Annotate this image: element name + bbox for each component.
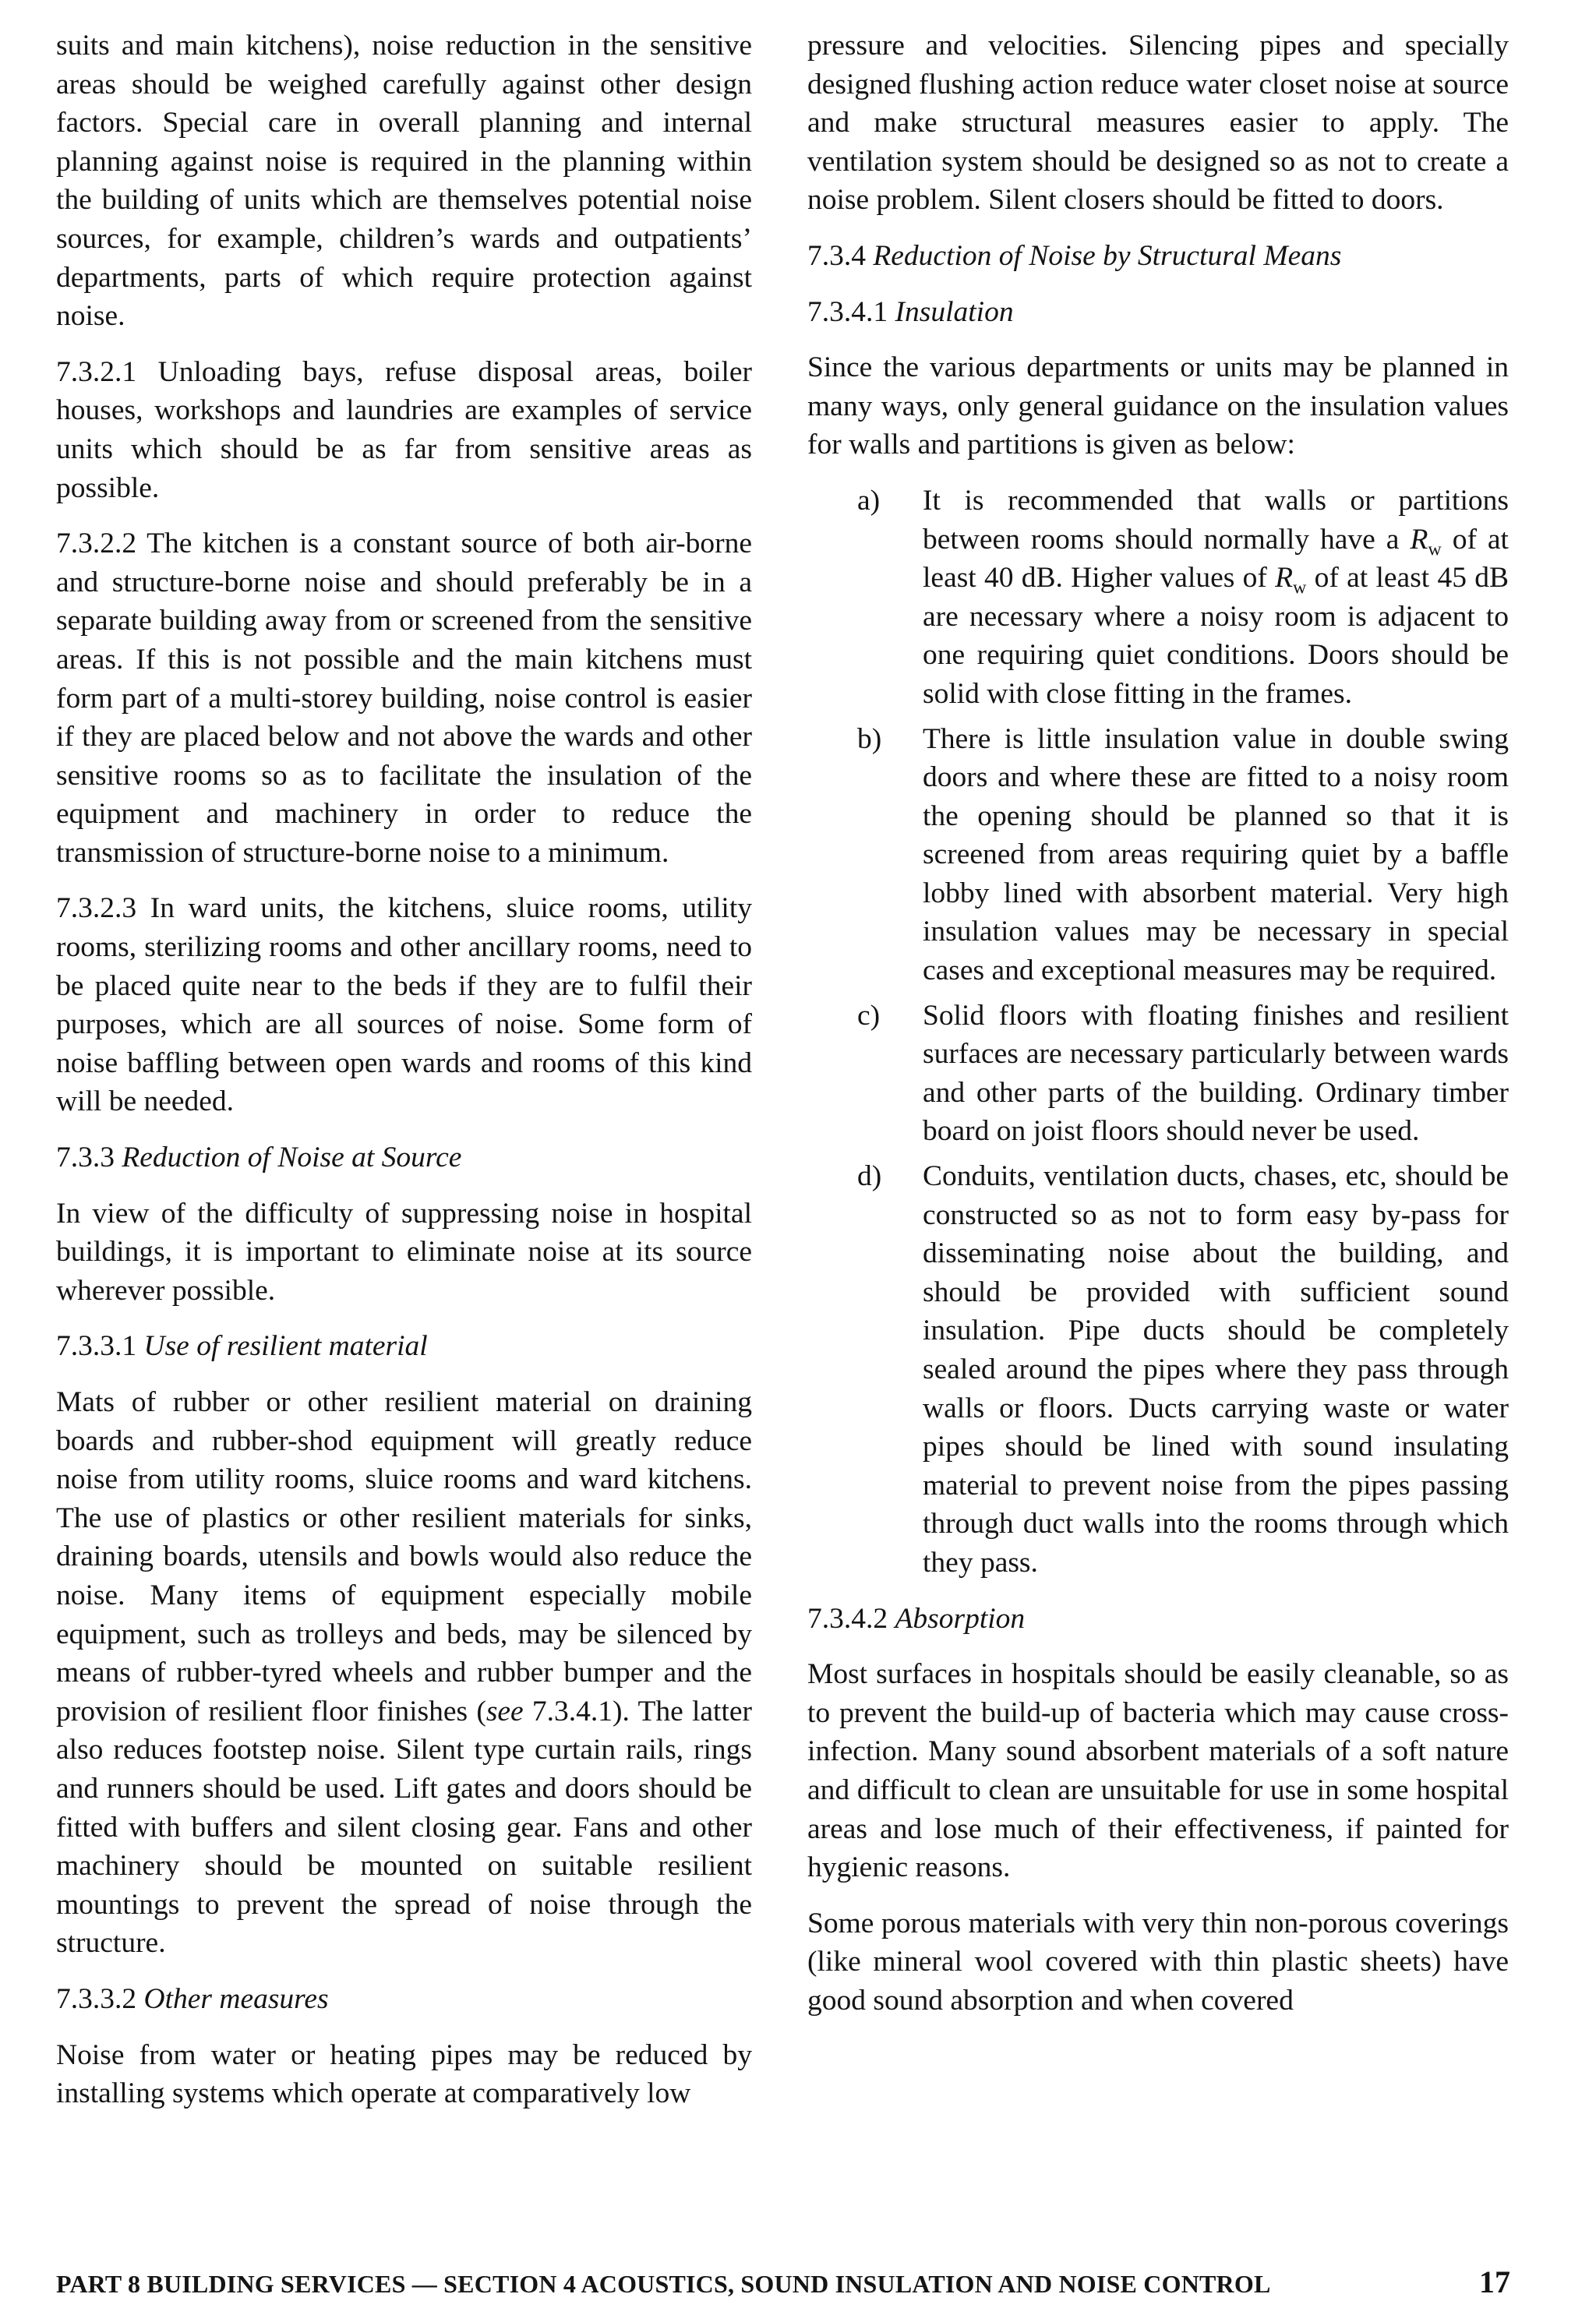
left-column: [56, 26, 752, 2130]
heading-title: Use of resilient material: [143, 1330, 428, 1363]
list-item-text: There is little insulation value in double swing doors and where these are fitted to a noisy room the opening should be planned so that it is screened from areas requiring quiet by a baffle lobby lined with absorbent material. Very high insulation values may be necessary in special cases and exceptional measures may be required.: [923, 722, 1509, 987]
list-item: [807, 482, 1509, 714]
clause-number: 7.3.2.2: [56, 528, 137, 560]
paragraph-porous-materials: Some porous materials with very thin non-porous coverings (like mineral wool covered with thin plastic sheets) have good sound absorption and when covered: [807, 1907, 1509, 2017]
list-item-text: Solid floors with floating finishes and resilient surfaces are necessary particularly between wards and other parts of the building. Ordinary timber board on joist floors should never be used.: [923, 999, 1509, 1148]
clause-7-3-2-2: [56, 524, 752, 872]
heading-title: Absorption: [895, 1602, 1026, 1635]
heading-7-3-3-2: [56, 1980, 752, 2019]
paragraph-7-3-4-1: Since the various departments or units may be planned in many ways, only general guidance on the insulation values for walls and partitions is given as below:: [807, 351, 1509, 461]
list-item-text: [923, 482, 1509, 714]
list-item: [807, 720, 1509, 990]
subscript-w: w: [1293, 577, 1307, 598]
list-item-text-part: It is recommended that walls or partitions between rooms should normally have a: [923, 484, 1509, 556]
list-item-text: Conduits, ventilation ducts, chases, etc, should be constructed so as not to form easy by-pass for disseminating noise about the building, and should be provided with sufficient sound insulation. Pipe ducts should be completely sealed around the pipes where they pass through walls or floors. Ducts carrying waste or water pipes should be lined with sound insulating material to prevent noise from the pipes passing through duct walls into the rooms through which they pass.: [923, 1160, 1509, 1579]
page-footer: [56, 2264, 1510, 2300]
heading-7-3-3: [56, 1138, 752, 1177]
list-item-label: c): [857, 999, 881, 1032]
symbol-r: R: [1275, 562, 1294, 595]
heading-number: 7.3.4: [807, 239, 866, 272]
paragraph-7-3-3: In view of the difficulty of suppressing noise in hospital buildings, it is important to eliminate noise at its source wherever possible.: [56, 1197, 752, 1307]
paragraph-7-3-3-2: Noise from water or heating pipes may be reduced by installing systems which operate at comparatively low: [56, 2038, 752, 2110]
heading-7-3-4-1: [807, 293, 1509, 332]
heading-title: Insulation: [895, 295, 1014, 328]
heading-title: Reduction of Noise at Source: [122, 1142, 462, 1174]
clause-text: Unloading bays, refuse disposal areas, boiler houses, workshops and laundries are examples of service units which should be as far from sensitive areas as possible.: [56, 355, 753, 504]
paragraph-text-part: ). The latter also reduces footstep noise. Silent type curtain rails, rings and runners should be used. Lift gates and doors should be fitted with buffers and silent closing gear. Fans and other machinery should be mounted on suitable resilient mountings to prevent the spread of noise through the structure.: [56, 1695, 752, 1960]
paragraph-continuation: suits and main kitchens), noise reduction in the sensitive areas should be weighed carefully against other design factors. Special care in overall planning and internal planning against noise is required in the planning within the building of units which are themselves potential noise sources, for example, children’s wards and outpatients’ departments, parts of which require protection against noise.: [56, 30, 752, 333]
clause-7-3-2-1: [56, 353, 752, 507]
heading-title: Other measures: [143, 1982, 329, 2015]
list-item-text-part: of at least 45 dB are necessary where a noisy room is adjacent to one requiring quiet conditions. Doors should be solid with close fitting in the frames.: [923, 562, 1509, 710]
insulation-list: [807, 482, 1509, 1583]
heading-number: 7.3.4.2: [807, 1602, 888, 1635]
list-item-text-part: of at least 40 dB. Higher values of: [923, 523, 1509, 595]
paragraph-text-part: Mats of rubber or other resilient material on draining boards and rubber-shod equipment will greatly reduce noise from utility rooms, sluice rooms and ward kitchens. The use of plastics or other resilient materials for sinks, draining boards, utensils and bowls would also reduce the noise. Many items of equipment especially mobile equipment, such as trolleys and beds, may be silenced by means of rubber-tyred wheels and rubber bumper and the provision of resilient floor finishes (: [56, 1386, 752, 1728]
heading-number: 7.3.3.2: [56, 1982, 137, 2015]
heading-7-3-4: [807, 237, 1509, 276]
clause-text: The kitchen is a constant source of both air-borne and structure-borne noise and should preferably be in a separate building away from or screened from the sensitive areas. If this is not possible and the main kitchens must form part of a multi-storey building, noise control is easier if they are placed below and not above the wards and other sensitive rooms so as to facilitate the insulation of the equipment and machinery in order to reduce the transmission of structure-borne noise to a minimum.: [56, 528, 752, 869]
heading-number: 7.3.3: [56, 1142, 115, 1174]
footer-title: PART 8 BUILDING SERVICES — SECTION 4 ACOUSTICS, SOUND INSULATION AND NOISE CONTROL: [56, 2270, 1271, 2298]
right-column: [807, 26, 1509, 2038]
cross-reference-clause: 7.3.4.1: [523, 1695, 613, 1728]
subscript-w: w: [1428, 539, 1442, 560]
list-item: [807, 1157, 1509, 1583]
list-item-label: d): [857, 1160, 882, 1193]
heading-number: 7.3.4.1: [807, 295, 888, 328]
page-number: 17: [1479, 2264, 1510, 2299]
clause-7-3-2-3: [56, 889, 752, 1121]
heading-7-3-4-2: [807, 1600, 1509, 1639]
list-item: [807, 997, 1509, 1151]
symbol-r: R: [1410, 523, 1428, 556]
clause-number: 7.3.2.1: [56, 355, 137, 388]
heading-number: 7.3.3.1: [56, 1330, 137, 1363]
cross-reference-see: see: [486, 1695, 524, 1728]
heading-title: Reduction of Noise by Structural Means: [873, 239, 1342, 272]
paragraph-7-3-3-1: [56, 1383, 752, 1963]
heading-7-3-3-1: [56, 1327, 752, 1366]
list-item-label: b): [857, 722, 882, 755]
list-item-label: a): [857, 484, 881, 517]
clause-text: In ward units, the kitchens, sluice rooms, utility rooms, sterilizing rooms and other ancillary rooms, need to be placed quite near to the beds if they are to fulfil their purposes, which are all sources of noise. Some form of noise baffling between open wards and rooms of this kind will be needed.: [56, 892, 753, 1118]
paragraph-7-3-4-2: Most surfaces in hospitals should be easily cleanable, so as to prevent the build-up of bacteria which may cause cross-infection. Many sound absorbent materials of a soft nature and difficult to clean are unsuitable for use in some hospital areas and lose much of their effectiveness, if painted for hygienic reasons.: [807, 1658, 1509, 1884]
paragraph-continuation: pressure and velocities. Silencing pipes and specially designed flushing action reduce water closet noise at source and make structural measures easier to apply. The ventilation system should be designed so as not to create a noise problem. Silent closers should be fitted to doors.: [807, 30, 1509, 217]
clause-number: 7.3.2.3: [56, 892, 137, 925]
